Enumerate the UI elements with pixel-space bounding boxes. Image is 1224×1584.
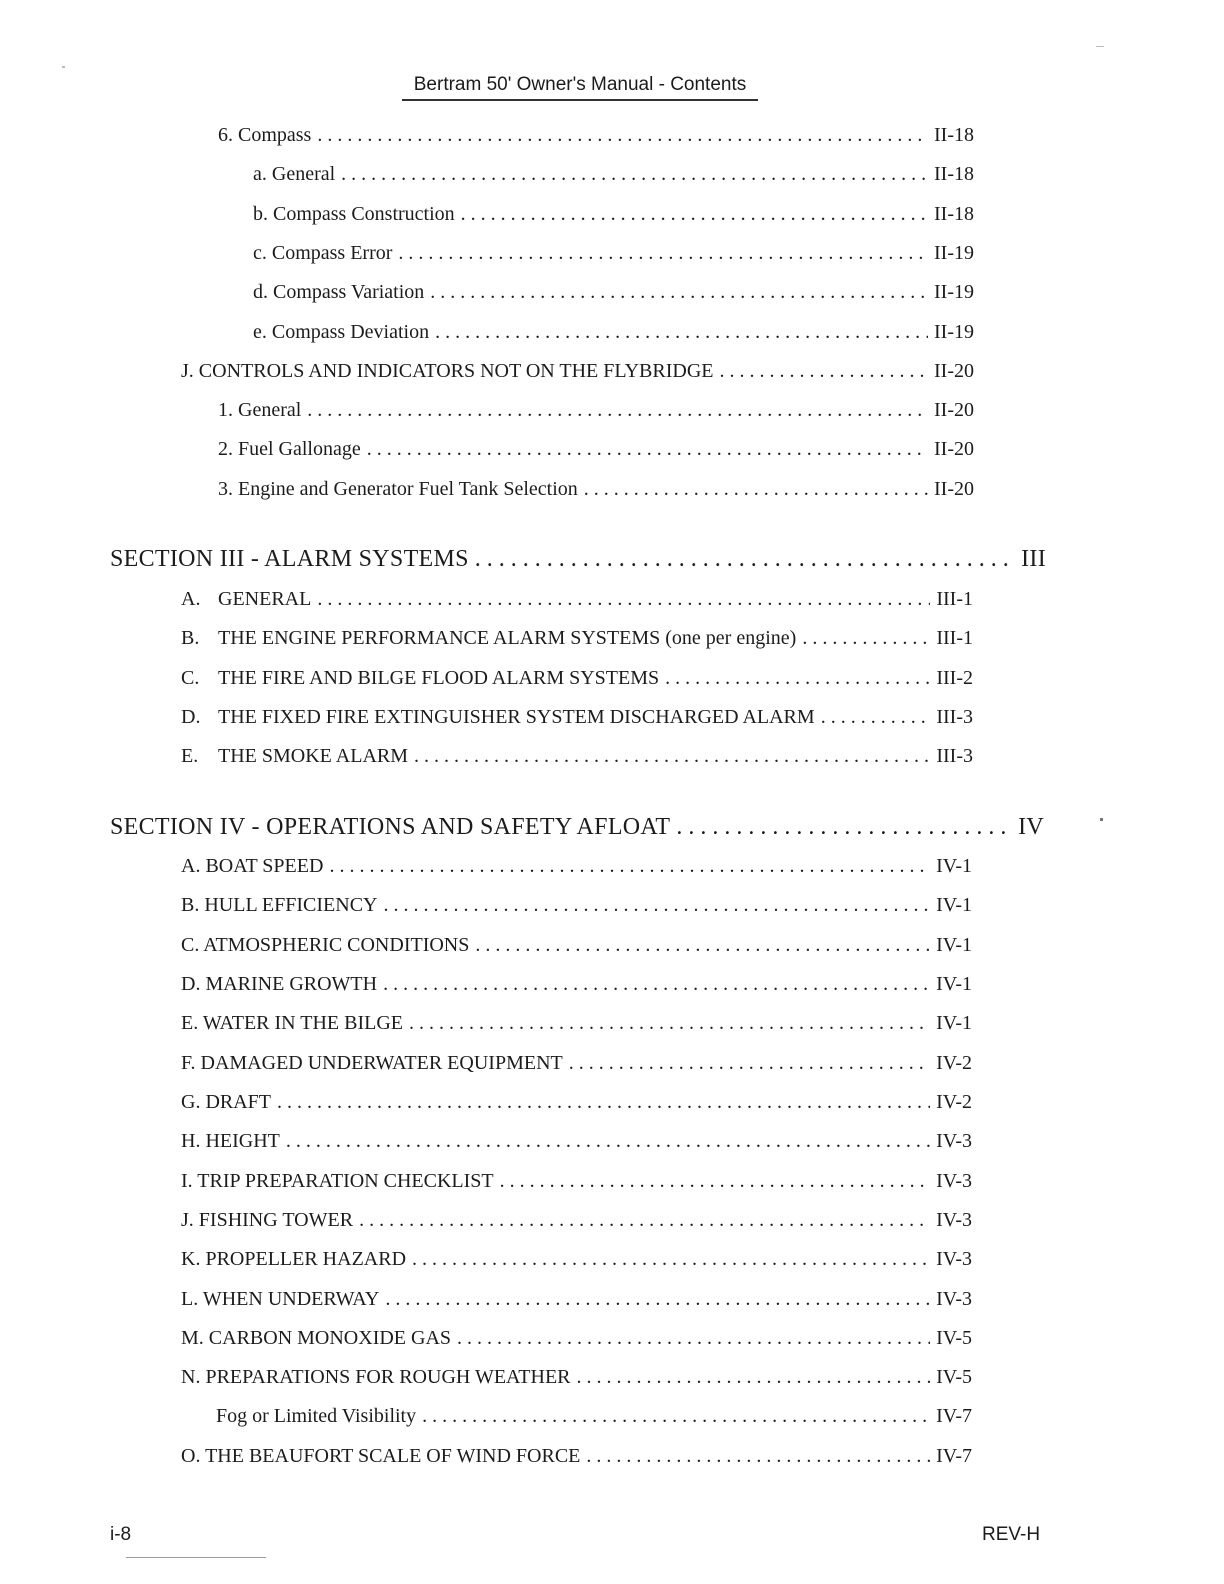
toc-entry-page: II-20: [934, 438, 974, 460]
section-page: III: [1021, 546, 1046, 572]
toc-entry-page: IV-1: [936, 973, 972, 995]
toc-entry-label: Fog or Limited Visibility: [216, 1405, 417, 1427]
dot-leader: [329, 855, 930, 878]
footer-rule: [126, 1557, 266, 1558]
toc-entry-label: d. Compass Variation: [253, 281, 425, 303]
dot-leader: [430, 281, 928, 304]
toc-entry-label: D. MARINE GROWTH: [181, 973, 378, 995]
toc-entry-page: III-1: [936, 627, 973, 649]
toc-entry-label: a. General: [253, 163, 336, 185]
toc-entry[interactable]: [181, 1012, 972, 1035]
dot-leader: [435, 321, 928, 344]
toc-entry-page: IV-1: [936, 934, 972, 956]
dot-leader: [500, 1170, 930, 1193]
toc-entry-label: H. HEIGHT: [181, 1130, 280, 1152]
section-title: SECTION IV - OPERATIONS AND SAFETY AFLOAT: [110, 814, 671, 840]
toc-entry-prefix: A.: [181, 588, 201, 610]
toc-entry-label: 6. Compass: [218, 124, 312, 146]
section-page: IV: [1018, 814, 1044, 840]
toc-entry[interactable]: [181, 1445, 972, 1468]
dot-leader: [665, 667, 930, 690]
toc-entry-label: THE SMOKE ALARM: [218, 745, 409, 767]
toc-entry-page: IV-1: [936, 855, 972, 877]
dot-leader: [409, 1012, 930, 1035]
toc-entry-page: IV-7: [936, 1445, 972, 1467]
toc-entry-label: 2. Fuel Gallonage: [218, 438, 361, 460]
dot-leader: [383, 973, 930, 996]
toc-entry[interactable]: [253, 321, 974, 344]
toc-entry[interactable]: [181, 1288, 972, 1311]
dot-leader: [414, 745, 930, 768]
toc-entry-label: GENERAL: [218, 588, 312, 610]
toc-entry-page: IV-1: [936, 894, 972, 916]
toc-entry[interactable]: [253, 203, 974, 226]
toc-entry-label: THE FIXED FIRE EXTINGUISHER SYSTEM DISCHARGED ALARM: [218, 706, 815, 728]
toc-entry-label: 1. General: [218, 399, 302, 421]
toc-entry-label: O. THE BEAUFORT SCALE OF WIND FORCE: [181, 1445, 581, 1467]
dot-leader: [719, 360, 928, 383]
page-header-title: Bertram 50' Owner's Manual - Contents: [402, 74, 758, 101]
dot-leader: [584, 478, 928, 501]
toc-entry-label: M. CARBON MONOXIDE GAS: [181, 1327, 452, 1349]
toc-entry[interactable]: [181, 745, 973, 768]
toc-entry[interactable]: [253, 242, 974, 265]
dot-leader: [422, 1405, 930, 1428]
toc-entry[interactable]: [181, 1130, 972, 1153]
section-heading-iv[interactable]: [110, 814, 1044, 841]
dot-leader: [821, 706, 931, 729]
footer-revision: REV-H: [982, 1524, 1041, 1545]
dot-leader: [475, 546, 1015, 573]
toc-entry[interactable]: [218, 399, 974, 422]
section-heading-iii[interactable]: [110, 546, 1046, 573]
dot-leader: [475, 934, 930, 957]
dot-leader: [383, 894, 930, 917]
toc-entry-prefix: C.: [181, 667, 200, 689]
toc-entry-label: 3. Engine and Generator Fuel Tank Selection: [218, 478, 578, 500]
toc-entry-page: IV-5: [936, 1327, 972, 1349]
toc-entry[interactable]: [181, 667, 973, 690]
toc-entry[interactable]: [181, 1091, 972, 1114]
toc-entry-page: III-1: [936, 588, 973, 610]
toc-entry[interactable]: [181, 934, 972, 957]
scan-speck: [62, 66, 65, 68]
toc-entry[interactable]: [253, 163, 974, 186]
toc-entry-label: G. DRAFT: [181, 1091, 272, 1113]
toc-entry-page: II-20: [934, 399, 974, 421]
toc-entry-page: III-3: [936, 706, 973, 728]
toc-entry-label: J. FISHING TOWER: [181, 1209, 354, 1231]
section-title: SECTION III - ALARM SYSTEMS: [110, 546, 469, 572]
toc-entry[interactable]: [181, 1248, 972, 1271]
dot-leader: [802, 627, 930, 650]
dot-leader: [385, 1288, 930, 1311]
dot-leader: [398, 242, 928, 265]
toc-entry-label: L. WHEN UNDERWAY: [181, 1288, 380, 1310]
toc-entry-page: IV-3: [936, 1170, 972, 1192]
dot-leader: [577, 1366, 931, 1389]
toc-entry-page: III-3: [936, 745, 973, 767]
dot-leader: [317, 124, 928, 147]
toc-entry-page: II-20: [934, 478, 974, 500]
toc-entry-page: IV-1: [936, 1012, 972, 1034]
dot-leader: [367, 438, 928, 461]
toc-entry[interactable]: [218, 124, 974, 147]
toc-entry[interactable]: [216, 1405, 972, 1428]
toc-entry-label: E. WATER IN THE BILGE: [181, 1012, 404, 1034]
toc-entry-page: IV-5: [936, 1366, 972, 1388]
toc-entry[interactable]: [181, 1209, 972, 1232]
dot-leader: [457, 1327, 930, 1350]
dot-leader: [461, 203, 928, 226]
dot-leader: [676, 814, 1012, 841]
toc-entry-label: A. BOAT SPEED: [181, 855, 324, 877]
toc-entry[interactable]: [218, 478, 974, 501]
footer-page-number: i-8: [110, 1524, 132, 1545]
dot-leader: [317, 588, 930, 611]
toc-entry-page: IV-2: [936, 1052, 972, 1074]
toc-entry-label: I. TRIP PREPARATION CHECKLIST: [181, 1170, 494, 1192]
toc-entry-label: c. Compass Error: [253, 242, 393, 264]
toc-entry-label: C. ATMOSPHERIC CONDITIONS: [181, 934, 470, 956]
dot-leader: [412, 1248, 930, 1271]
dot-leader: [586, 1445, 930, 1468]
toc-entry-page: II-19: [934, 321, 974, 343]
toc-entry-label: N. PREPARATIONS FOR ROUGH WEATHER: [181, 1366, 571, 1388]
toc-entry[interactable]: [181, 1366, 972, 1389]
toc-entry-label: THE ENGINE PERFORMANCE ALARM SYSTEMS (one per engine): [218, 627, 797, 649]
toc-entry[interactable]: [181, 1327, 972, 1350]
toc-entry-label: K. PROPELLER HAZARD: [181, 1248, 407, 1270]
toc-entry-page: II-18: [934, 163, 974, 185]
toc-entry[interactable]: [181, 894, 972, 917]
toc-entry-page: IV-3: [936, 1248, 972, 1270]
toc-entry-page: IV-3: [936, 1288, 972, 1310]
toc-entry[interactable]: [218, 438, 974, 461]
toc-entry-prefix: E.: [181, 745, 199, 767]
toc-entry-page: II-20: [934, 360, 974, 382]
toc-entry-label: THE FIRE AND BILGE FLOOD ALARM SYSTEMS: [218, 667, 660, 689]
toc-entry-label: b. Compass Construction: [253, 203, 455, 225]
toc-entry-label: B. HULL EFFICIENCY: [181, 894, 378, 916]
toc-entry[interactable]: [181, 973, 972, 996]
scan-speck: [1100, 818, 1103, 821]
toc-entry[interactable]: [181, 706, 973, 729]
toc-entry-label: F. DAMAGED UNDERWATER EQUIPMENT: [181, 1052, 563, 1074]
toc-entry[interactable]: [181, 1170, 972, 1193]
toc-entry[interactable]: [181, 588, 973, 611]
toc-entry-page: II-18: [934, 124, 974, 146]
dot-leader: [286, 1130, 930, 1153]
dot-leader: [307, 399, 928, 422]
scan-speck: [1096, 46, 1104, 47]
toc-entry[interactable]: [181, 627, 973, 650]
toc-entry-page: II-19: [934, 281, 974, 303]
toc-entry-page: IV-7: [936, 1405, 972, 1427]
toc-entry-label: J. CONTROLS AND INDICATORS NOT ON THE FLYBRIDGE: [181, 360, 714, 382]
dot-leader: [277, 1091, 930, 1114]
toc-entry-page: III-2: [936, 667, 973, 689]
toc-entry-page: IV-3: [936, 1130, 972, 1152]
toc-entry[interactable]: [181, 360, 974, 383]
toc-entry-prefix: D.: [181, 706, 201, 728]
toc-entry[interactable]: [181, 855, 972, 878]
toc-entry-page: II-18: [934, 203, 974, 225]
toc-entry[interactable]: [181, 1052, 972, 1075]
toc-entry-page: IV-3: [936, 1209, 972, 1231]
toc-entry-prefix: B.: [181, 627, 200, 649]
dot-leader: [341, 163, 928, 186]
toc-entry-label: e. Compass Deviation: [253, 321, 430, 343]
dot-leader: [359, 1209, 930, 1232]
toc-entry-page: II-19: [934, 242, 974, 264]
toc-entry-page: IV-2: [936, 1091, 972, 1113]
dot-leader: [569, 1052, 930, 1075]
toc-entry[interactable]: [253, 281, 974, 304]
